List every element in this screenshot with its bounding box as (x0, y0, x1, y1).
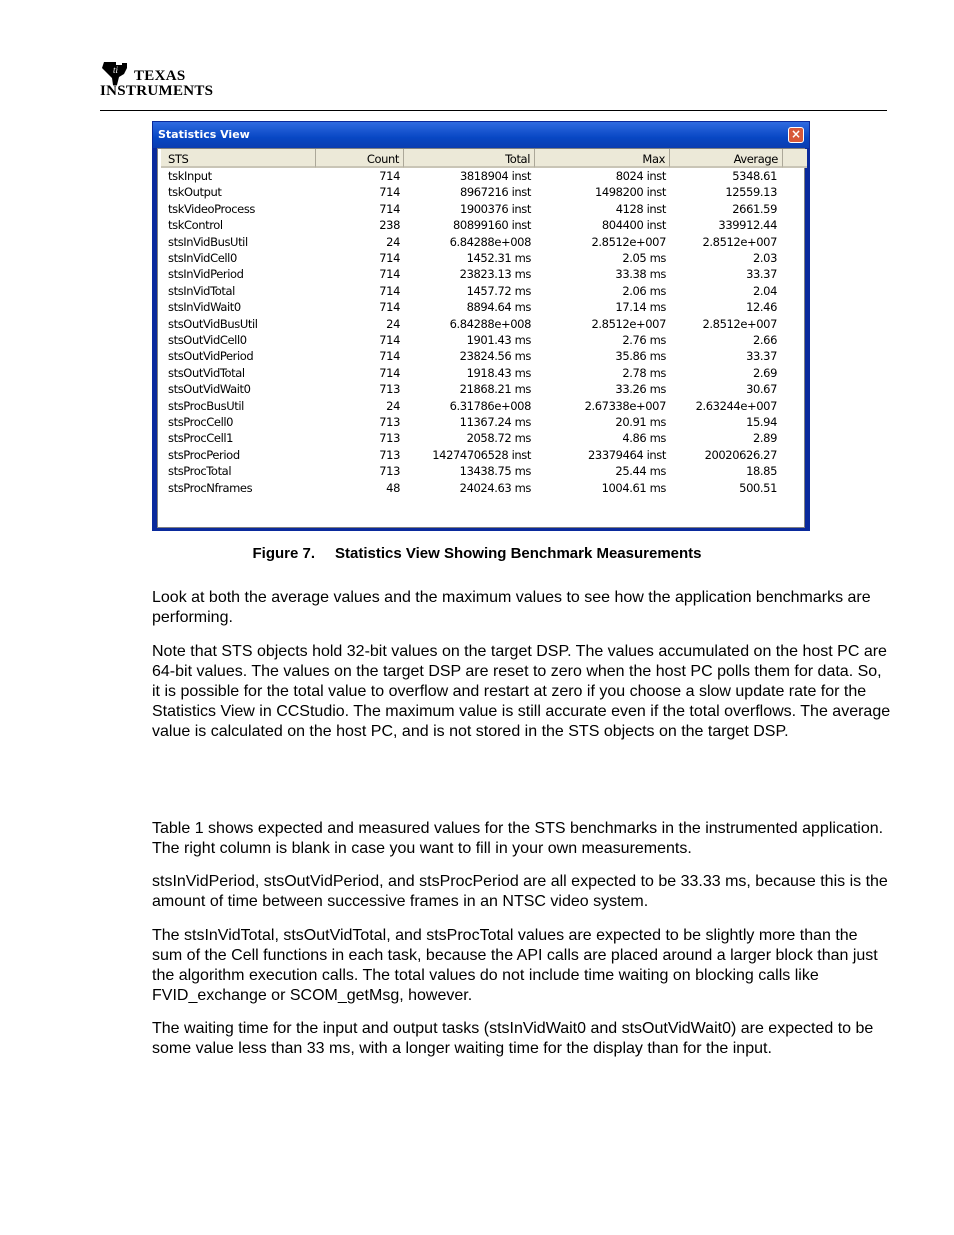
cell-count: 24 (386, 316, 400, 331)
cell-total: 6.31786e+008 (449, 398, 531, 413)
cell-max: 2.05 ms (622, 251, 666, 265)
paragraph-3: Table 1 shows expected and measured values for the STS benchmarks in the instrumented application. The right column is blank in case you want to fill in your own measurements. (152, 820, 884, 857)
cell-average: 2.89 (752, 431, 777, 446)
cell-max: 8024 inst (615, 169, 666, 183)
cell-sts-name: stsProcCell1 (168, 431, 234, 446)
cell-sts-name: stsInVidTotal (168, 283, 235, 298)
cell-total: 1901.43 ms (466, 333, 531, 347)
figure-title: Statistics View Showing Benchmark Measurements (335, 545, 702, 562)
cell-total: 23824.56 ms (459, 349, 531, 364)
figure-number: Figure 7. (252, 545, 315, 562)
cell-max: 804400 inst (601, 218, 666, 233)
cell-average: 20020626.27 (704, 447, 777, 462)
column-header-total-label: Total (505, 152, 530, 166)
cell-sts-name: stsInVidCell0 (168, 251, 237, 265)
window-titlebar[interactable] (153, 122, 809, 148)
cell-max: 1004.61 ms (601, 480, 666, 495)
column-header-average[interactable] (670, 149, 783, 168)
cell-max: 23379464 inst (588, 447, 666, 462)
cell-sts-name: stsInVidWait0 (168, 300, 241, 315)
cell-average: 2.63244e+007 (695, 398, 777, 413)
cell-count: 714 (379, 201, 400, 216)
cell-max: 4.86 ms (622, 431, 666, 446)
table-row[interactable] (161, 399, 801, 415)
cell-count: 24 (386, 398, 400, 413)
table-row[interactable] (161, 251, 801, 267)
cell-total: 13438.75 ms (459, 464, 531, 479)
paragraph-6: The waiting time for the input and output tasks (stsInVidWait0 and stsOutVidWait0) are expected to be some value less than 33 ms, with a longer waiting time for the display than for the input. (152, 1020, 874, 1057)
cell-total: 21868.21 ms (459, 382, 531, 397)
cell-average: 500.51 (739, 480, 777, 495)
cell-max: 2.78 ms (622, 365, 666, 380)
svg-text:ti: ti (113, 65, 119, 75)
column-header-average-label: Average (733, 152, 778, 166)
cell-sts-name: stsProcPeriod (168, 447, 240, 462)
table-row[interactable] (161, 317, 801, 333)
cell-count: 238 (379, 218, 400, 233)
table-row[interactable] (161, 284, 801, 300)
cell-total: 8894.64 ms (466, 300, 531, 315)
cell-average: 2.8512e+007 (702, 316, 777, 331)
cell-sts-name: stsInVidPeriod (168, 267, 244, 282)
cell-average: 15.94 (746, 415, 777, 429)
cell-count: 713 (379, 464, 400, 479)
cell-total: 1918.43 ms (466, 365, 531, 380)
cell-average: 2661.59 (732, 201, 777, 216)
cell-total: 8967216 inst (459, 185, 531, 200)
table-row[interactable] (161, 333, 801, 349)
cell-count: 714 (379, 333, 400, 347)
cell-max: 35.86 ms (615, 349, 666, 364)
column-header-spacer (783, 149, 807, 168)
cell-count: 714 (379, 300, 400, 315)
paragraph-2: Note that STS objects hold 32-bit values on the target DSP. The values accumulated on the host PC are 64-bit values. The values on the target DSP are reset to zero when the host PC polls them for data. So, it is possible for the total value to overflow and restart at zero if you choose a slow update rate for the Statistics View in CCStudio. The maximum value is still accurate even if the total overflows. The average value is calculated on the host PC, and is not stored in the STS objects on the target DSP. (152, 643, 891, 740)
column-header-total[interactable] (404, 149, 535, 168)
cell-sts-name: stsProcCell0 (168, 415, 234, 429)
window-title: Statistics View (158, 128, 250, 141)
cell-total: 6.84288e+008 (449, 316, 531, 331)
header-divider (100, 110, 887, 111)
cell-total: 23823.13 ms (459, 267, 531, 282)
cell-average: 12.46 (746, 300, 777, 315)
table-row[interactable] (161, 415, 801, 431)
cell-sts-name: stsInVidBusUtil (168, 234, 248, 249)
table-row[interactable] (161, 448, 801, 464)
cell-average: 2.69 (752, 365, 777, 380)
cell-average: 2.66 (752, 333, 777, 347)
table-row[interactable] (161, 300, 801, 316)
cell-max: 33.26 ms (615, 382, 666, 397)
cell-count: 714 (379, 349, 400, 364)
cell-max: 1498200 inst (594, 185, 666, 200)
cell-average: 2.03 (752, 251, 777, 265)
cell-max: 2.8512e+007 (591, 234, 666, 249)
paragraph-1: Look at both the average values and the maximum values to see how the application benchmarks are performing. (152, 589, 871, 626)
cell-sts-name: stsProcNframes (168, 480, 253, 495)
table-row[interactable] (161, 185, 801, 201)
cell-count: 713 (379, 415, 400, 429)
cell-average: 2.04 (752, 283, 777, 298)
cell-sts-name: stsOutVidTotal (168, 365, 245, 380)
cell-count: 714 (379, 251, 400, 265)
cell-total: 14274706528 inst (432, 447, 531, 462)
cell-total: 24024.63 ms (459, 480, 531, 495)
cell-average: 339912.44 (718, 218, 777, 233)
cell-count: 714 (379, 169, 400, 183)
column-header-max-label: Max (642, 152, 665, 166)
paragraph-4: stsInVidPeriod, stsOutVidPeriod, and stsProcPeriod are all expected to be 33.33 ms, because this is the amount of time between successive frames in an NTSC video system. (152, 873, 888, 910)
cell-max: 25.44 ms (615, 464, 666, 479)
column-header-count-label: Count (366, 152, 399, 166)
cell-average: 12559.13 (725, 185, 777, 200)
cell-total: 11367.24 ms (459, 415, 531, 429)
logo-line-1: TEXAS (134, 68, 186, 84)
cell-count: 714 (379, 267, 400, 282)
cell-max: 33.38 ms (615, 267, 666, 282)
cell-max: 17.14 ms (615, 300, 666, 315)
cell-sts-name: stsOutVidCell0 (168, 333, 247, 347)
table-row[interactable] (161, 464, 801, 480)
cell-count: 713 (379, 431, 400, 446)
cell-total: 2058.72 ms (466, 431, 531, 446)
table-row[interactable] (161, 235, 801, 251)
cell-count: 48 (386, 480, 400, 495)
cell-count: 713 (379, 382, 400, 397)
cell-average: 18.85 (746, 464, 777, 479)
cell-count: 714 (379, 365, 400, 380)
statistics-view-window (152, 121, 810, 531)
paragraph-5: The stsInVidTotal, stsOutVidTotal, and stsProcTotal values are expected to be slightly more than the sum of the Cell functions in each task, because the API calls are placed around a larger block than just the algorithm execution calls. The total values do not include time waiting on blocking calls like FVID_exchange or SCOM_getMsg, however. (152, 927, 878, 1004)
cell-average: 30.67 (746, 382, 777, 397)
cell-total: 3818904 inst (459, 169, 531, 183)
column-header-max[interactable] (535, 149, 670, 168)
cell-max: 2.76 ms (622, 333, 666, 347)
cell-sts-name: tskVideoProcess (168, 201, 256, 216)
table-row[interactable] (161, 481, 801, 497)
cell-count: 714 (379, 185, 400, 200)
column-header-sts[interactable] (161, 149, 316, 168)
close-button[interactable]: × (788, 127, 804, 143)
table-row[interactable] (161, 267, 801, 283)
cell-count: 713 (379, 447, 400, 462)
cell-average: 33.37 (746, 267, 777, 282)
cell-total: 1457.72 ms (466, 283, 531, 298)
cell-max: 4128 inst (615, 201, 666, 216)
table-row[interactable] (161, 218, 801, 234)
cell-sts-name: stsOutVidBusUtil (168, 316, 258, 331)
cell-total: 1900376 inst (459, 201, 531, 216)
cell-sts-name: stsOutVidWait0 (168, 382, 251, 397)
table-row[interactable] (161, 366, 801, 382)
column-header-count[interactable] (316, 149, 404, 168)
table-row[interactable] (161, 169, 801, 185)
cell-sts-name: stsOutVidPeriod (168, 349, 254, 364)
cell-max: 2.67338e+007 (584, 398, 666, 413)
cell-max: 2.06 ms (622, 283, 666, 298)
cell-sts-name: tskOutput (168, 185, 222, 200)
cell-average: 5348.61 (732, 169, 777, 183)
table-row[interactable] (161, 349, 801, 365)
cell-total: 6.84288e+008 (449, 234, 531, 249)
cell-average: 2.8512e+007 (702, 234, 777, 249)
cell-average: 33.37 (746, 349, 777, 364)
cell-sts-name: tskControl (168, 218, 223, 233)
cell-count: 714 (379, 283, 400, 298)
cell-count: 24 (386, 234, 400, 249)
table-row[interactable] (161, 202, 801, 218)
ti-logo (100, 60, 240, 102)
cell-total: 80899160 inst (453, 218, 531, 233)
figure-caption (0, 545, 954, 562)
cell-sts-name: stsProcTotal (168, 464, 232, 479)
cell-max: 20.91 ms (615, 415, 666, 429)
logo-line-2: INSTRUMENTS (100, 83, 214, 99)
cell-max: 2.8512e+007 (591, 316, 666, 331)
table-row[interactable] (161, 431, 801, 447)
table-row[interactable] (161, 382, 801, 398)
cell-total: 1452.31 ms (466, 251, 531, 265)
cell-sts-name: tskInput (168, 169, 212, 183)
column-header-sts-label: STS (168, 152, 189, 166)
statistics-grid-panel (157, 148, 805, 528)
cell-sts-name: stsProcBusUtil (168, 398, 244, 413)
